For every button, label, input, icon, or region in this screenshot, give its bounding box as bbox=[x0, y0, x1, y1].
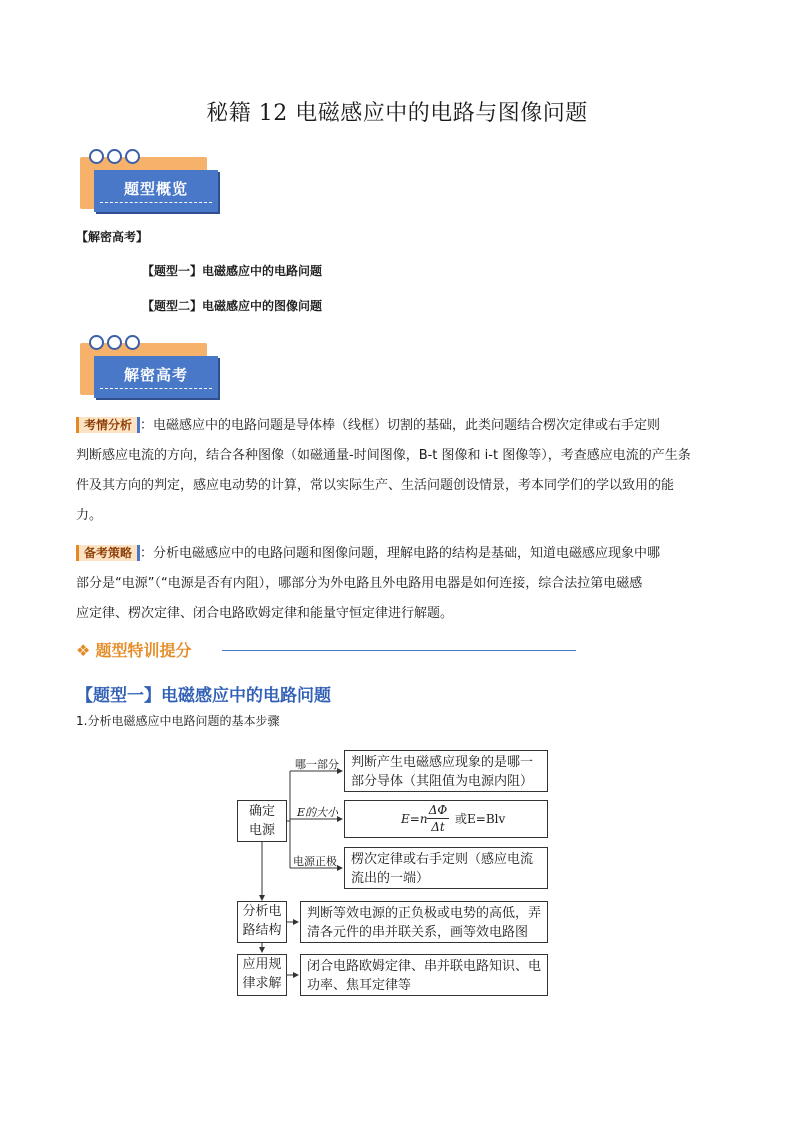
overview-header: 【解密高考】 bbox=[76, 230, 149, 244]
strategy-line-2: 部分是“电源”（“电源是否有内阻），哪部分为外电路且外电路用电器是如何连接，综合法拉第电磁感 bbox=[76, 576, 643, 591]
box-structure: 分析电 路结构 bbox=[237, 901, 287, 943]
label-part: 哪一部分 bbox=[295, 758, 339, 771]
fraction: ΔΦ Δt bbox=[428, 803, 448, 834]
label-emf: E的大小 bbox=[297, 806, 339, 819]
box-law-desc: 闭合电路欧姆定律、串并联电路知识、电 功率、焦耳定律等 bbox=[300, 954, 548, 996]
diamond-icon: ❖ bbox=[76, 641, 91, 660]
analysis-line-3: 件及其方向的判定，感应电动势的计算，常以实际生产、生活问题创设情景，考本同学们的学以致用的能 bbox=[76, 478, 675, 493]
step-title: 1.分析电磁感应中电路问题的基本步骤 bbox=[76, 714, 280, 728]
box-pole: 楞次定律或右手定则（感应电流 流出的一端） bbox=[344, 847, 548, 889]
analysis-line-2: 判断感应电流的方向，结合各种图像（如磁通量-时间图像，B-t 图像和 i-t 图像等），考查感应电流的产生条 bbox=[76, 448, 691, 463]
box-part: 判断产生电磁感应现象的是哪一 部分导体（其阻值为电源内阻） bbox=[344, 750, 548, 792]
box-structure-desc: 判断等效电源的正负极或电势的高低，弄 清各元件的串并联关系，画等效电路图 bbox=[300, 901, 548, 943]
overview-banner-label: 题型概览 bbox=[123, 180, 188, 198]
analysis-line-4: 力。 bbox=[76, 508, 103, 523]
strategy-line-3: 应定律、楞次定律、闭合电路欧姆定律和能量守恒定律进行解题。 bbox=[76, 606, 454, 621]
box-law: 应用规 律求解 bbox=[237, 954, 287, 996]
source-box: 确定 电源 bbox=[237, 800, 287, 842]
strategy-tag: 备考策略 bbox=[76, 545, 140, 561]
box-emf: E=n ΔΦ Δt 或E=Blv bbox=[344, 800, 548, 838]
strategy-line-1: ：分析电磁感应中的电路问题和图像问题，理解电路的结构是基础，知道电磁感应现象中哪 bbox=[140, 546, 661, 561]
overview-item-2: 【题型二】电磁感应中的图像问题 bbox=[142, 299, 323, 313]
overview-item-1: 【题型一】电磁感应中的电路问题 bbox=[142, 264, 323, 278]
label-pole: 电源正极 bbox=[293, 855, 337, 868]
decode-banner-label: 解密高考 bbox=[123, 366, 188, 384]
section-heading: ❖ 题型特训提分 bbox=[76, 641, 192, 660]
analysis-line-1: ：电磁感应中的电路问题是导体棒（线框）切割的基础，此类问题结合楞次定律或右手定则 bbox=[140, 418, 661, 433]
type1-heading: 【题型一】电磁感应中的电路问题 bbox=[76, 686, 331, 706]
page-title: 秘籍 12 电磁感应中的电路与图像问题 bbox=[206, 101, 588, 126]
analysis-tag: 考情分析 bbox=[76, 417, 140, 433]
